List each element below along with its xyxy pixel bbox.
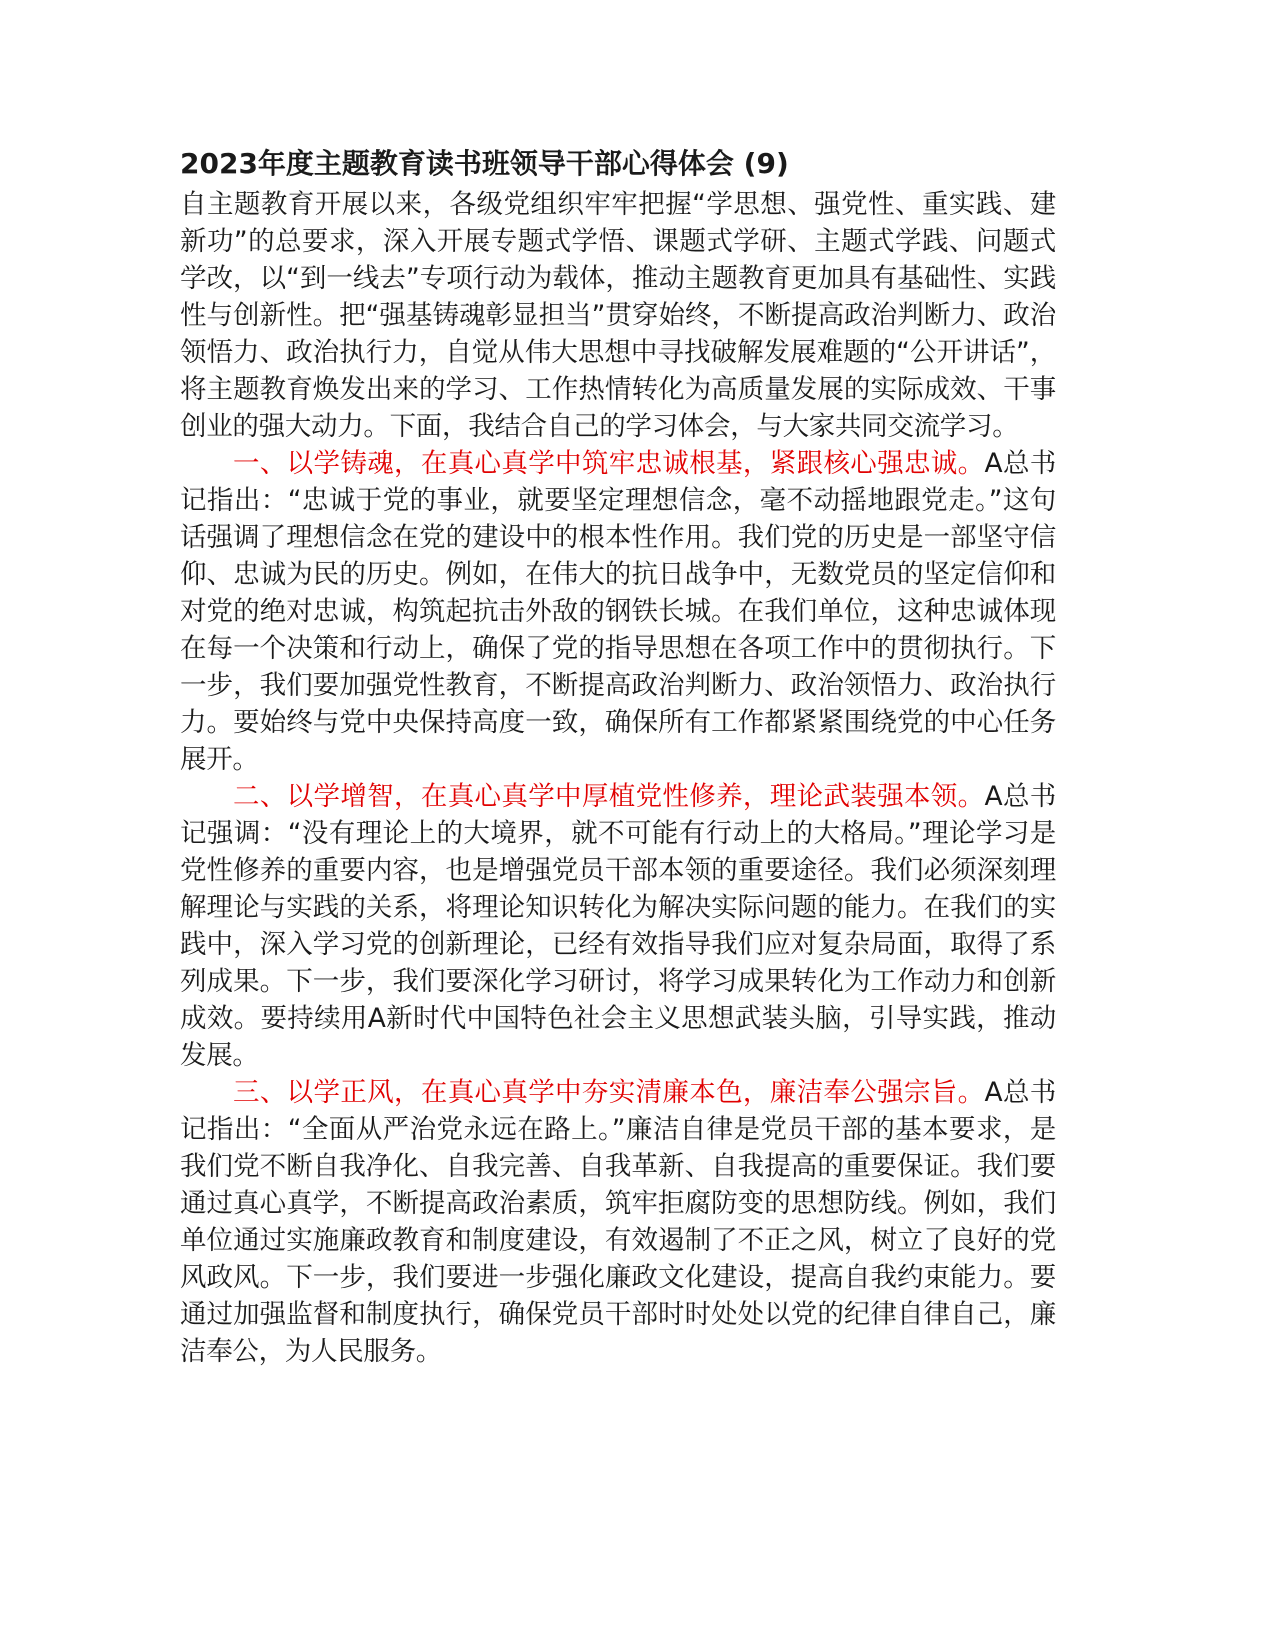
section-paragraph-3 <box>180 1074 1056 1370</box>
intro-paragraph: 自主题教育开展以来，各级党组织牢牢把握“学思想、强党性、重实践、建新功”的总要求，深入开展专题式学悟、课题式学研、主题式学践、问题式学改，以“到一线去”专项行动为载体，推动主题教育更加具有基础性、实践性与创新性。把“强基铸魂彰显担当”贯穿始终，不断提高政治判断力、政治领悟力、政治执行力，自觉从伟大思想中寻找破解发展难题的“公开讲话”，将主题教育焕发出来的学习、工作热情转化为高质量发展的实际成效、干事创业的强大动力。下面，我结合自己的学习体会，与大家共同交流学习。 <box>180 189 1056 442</box>
section-paragraph-1 <box>180 445 1056 778</box>
section-heading-2: 二、以学增智，在真心真学中厚植党性修养，理论武装强本领。 <box>233 781 985 812</box>
section-body-2: A总书记强调：“没有理论上的大境界，就不可能有行动上的大格局。”理论学习是党性修养的重要内容，也是增强党员干部本领的重要途径。我们必须深刻理解理论与实践的关系，将理论知识转化为解决实际问题的能力。在我们的实践中，深入学习党的创新理论，已经有效指导我们应对复杂局面，取得了系列成果。下一步，我们要深化学习研讨，将学习成果转化为工作动力和创新成效。要持续用A新时代中国特色社会主义思想武装头脑，引导实践，推动发展。 <box>180 781 1056 1071</box>
document-title: 2023年度主题教育读书班领导干部心得体会 (9) <box>180 147 789 180</box>
section-heading-1: 一、以学铸魂，在真心真学中筑牢忠诚根基，紧跟核心强忠诚。 <box>233 448 985 479</box>
section-paragraph-2 <box>180 778 1056 1074</box>
section-body-3: A总书记指出：“全面从严治党永远在路上。”廉洁自律是党员干部的基本要求，是我们党不断自我净化、自我完善、自我革新、自我提高的重要保证。我们要通过真心真学，不断提高政治素质，筑牢拒腐防变的思想防线。例如，我们单位通过实施廉政教育和制度建设，有效遏制了不正之风，树立了良好的党风政风。下一步，我们要进一步强化廉政文化建设，提高自我约束能力。要通过加强监督和制度执行，确保党员干部时时处处以党的纪律自律自己，廉洁奉公，为人民服务。 <box>180 1077 1056 1367</box>
section-heading-3: 三、以学正风，在真心真学中夯实清廉本色，廉洁奉公强宗旨。 <box>233 1077 985 1108</box>
document-page <box>180 142 1056 1370</box>
section-body-1: A总书记指出：“忠诚于党的事业，就要坚定理想信念，毫不动摇地跟党走。”这句话强调了理想信念在党的建设中的根本性作用。我们党的历史是一部坚守信仰、忠诚为民的历史。例如，在伟大的抗日战争中，无数党员的坚定信仰和对党的绝对忠诚，构筑起抗击外敌的钢铁长城。在我们单位，这种忠诚体现在每一个决策和行动上，确保了党的指导思想在各项工作中的贯彻执行。下一步，我们要加强党性教育，不断提高政治判断力、政治领悟力、政治执行力。要始终与党中央保持高度一致，确保所有工作都紧紧围绕党的中心任务展开。 <box>180 448 1056 775</box>
